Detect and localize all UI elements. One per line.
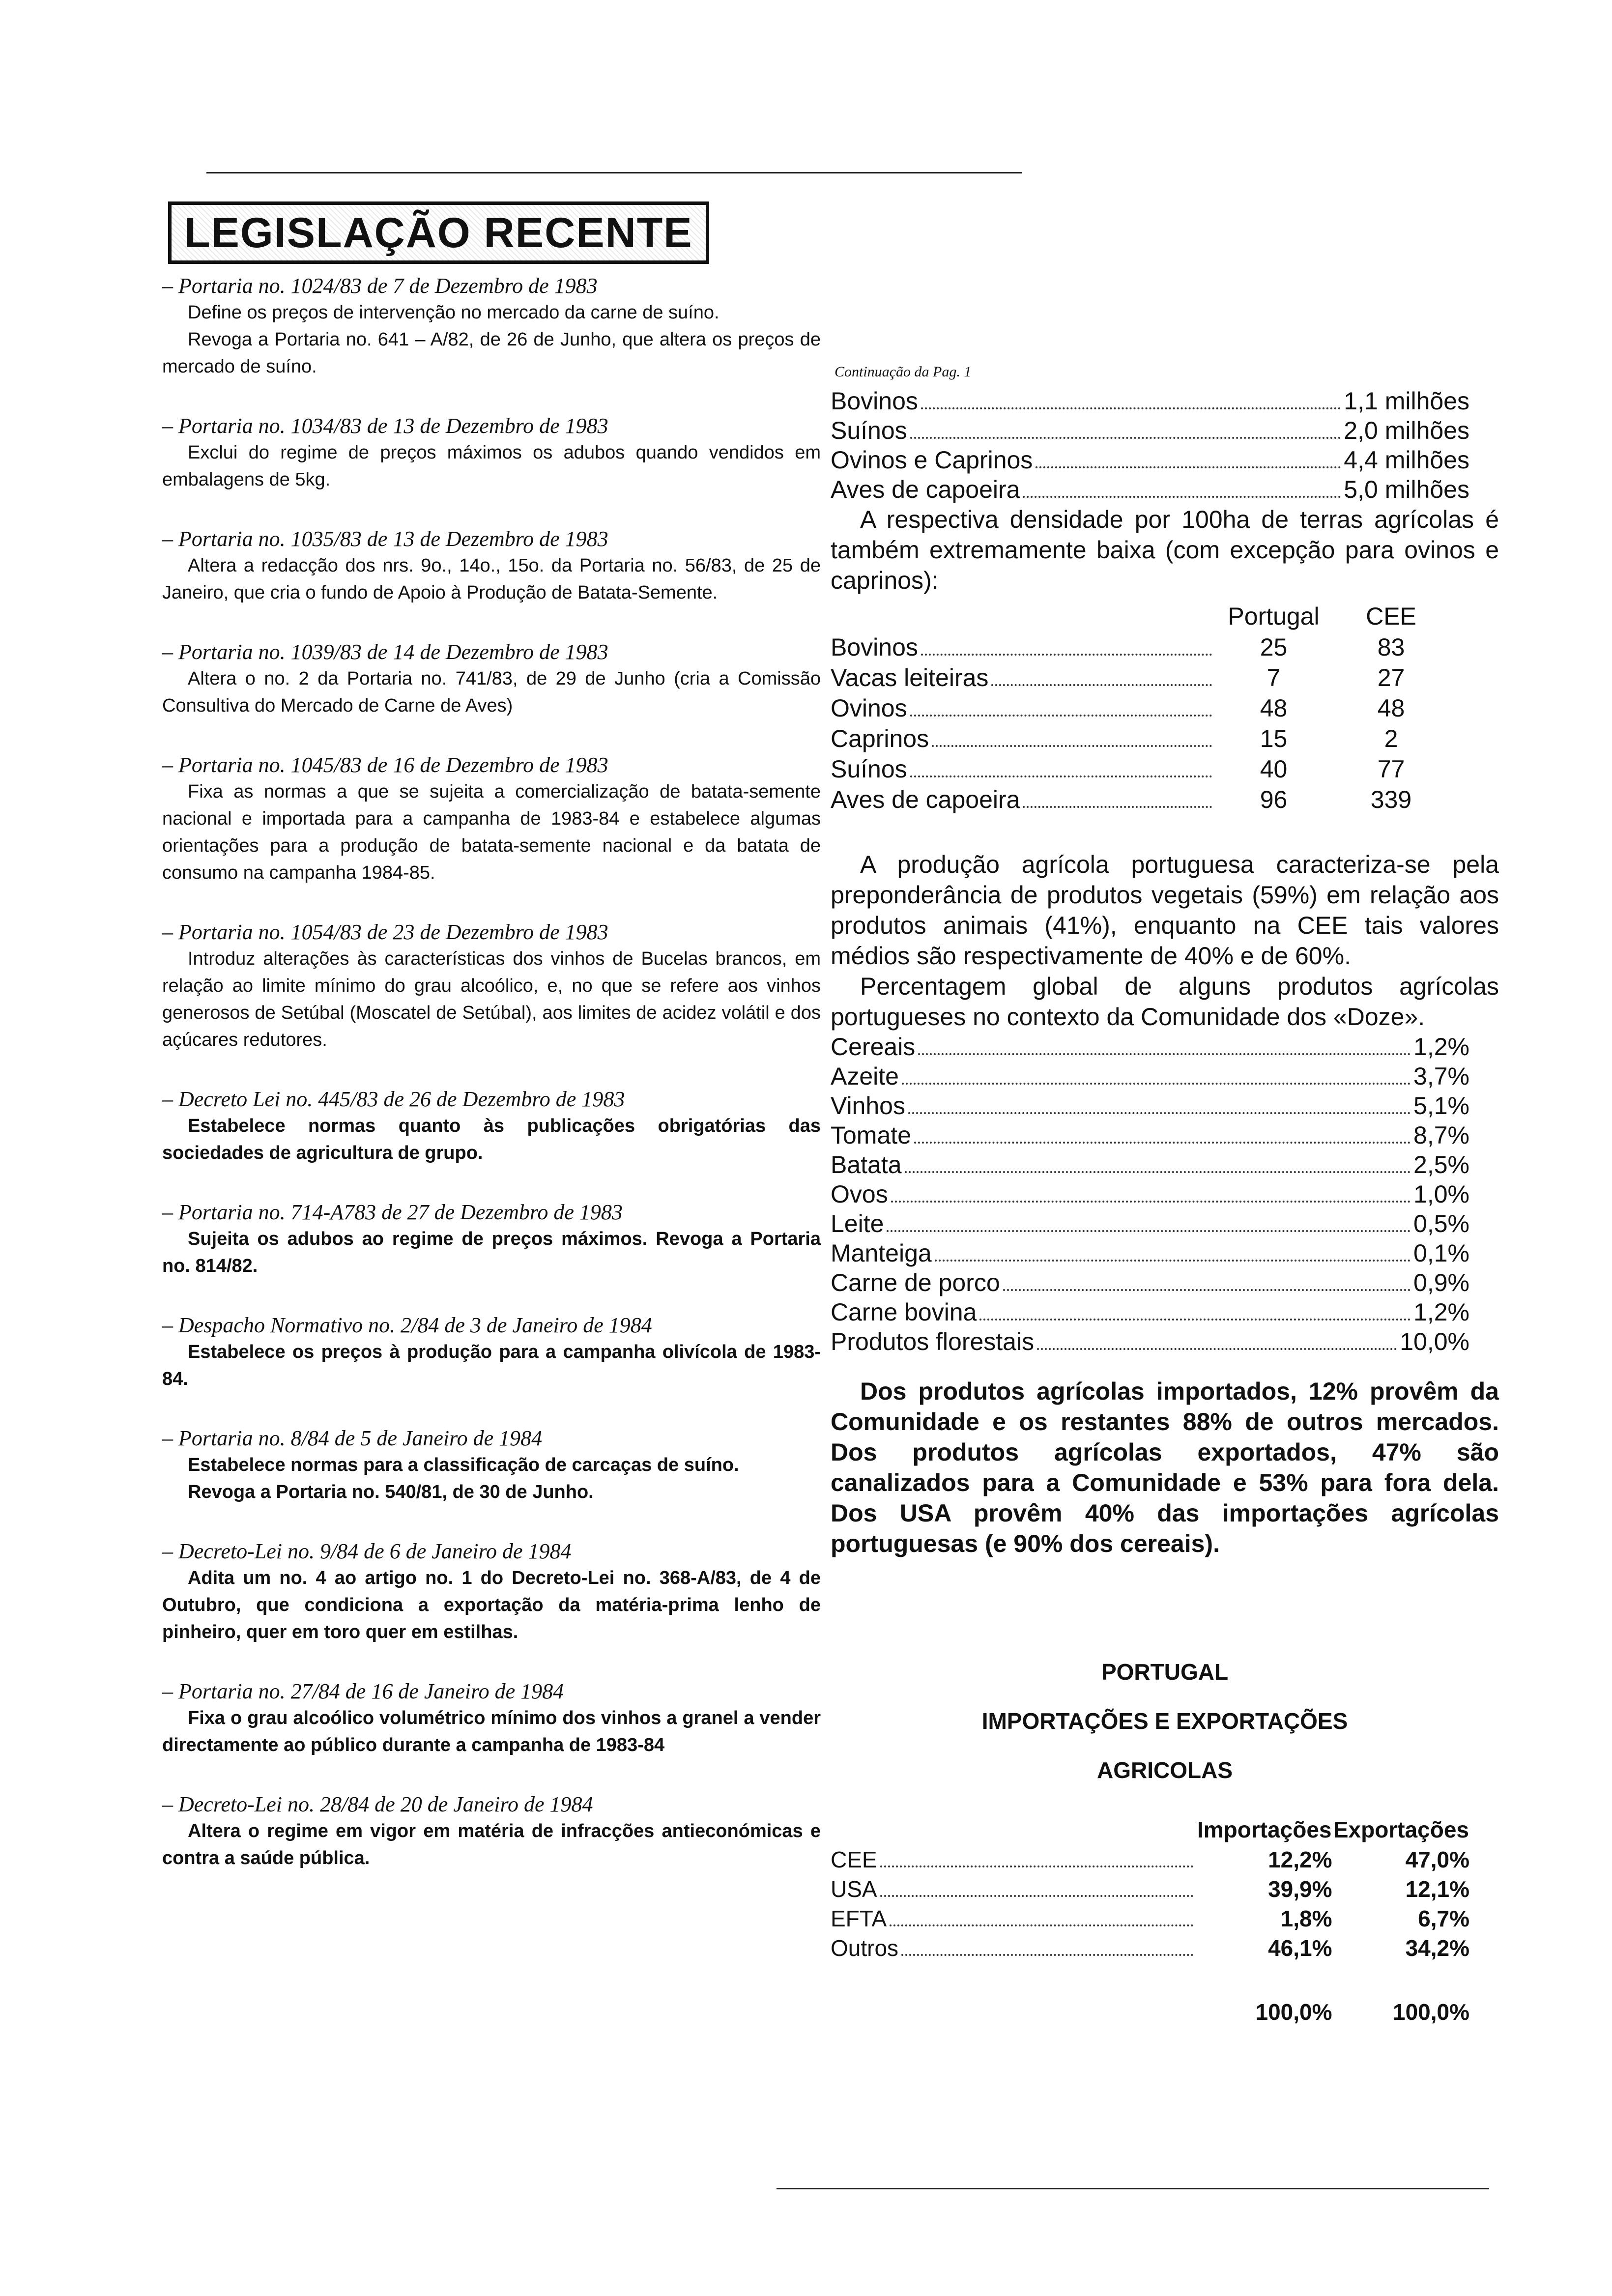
- percent-row-value: 0,1%: [1413, 1239, 1469, 1267]
- density-label-cell: [831, 693, 1215, 723]
- trade-row: [831, 1933, 1469, 1963]
- livestock-row-value: 1,1 milhões: [1344, 387, 1469, 415]
- percent-row-label: Batata: [831, 1151, 902, 1178]
- imports-paragraph: Dos produtos agrícolas importados, 12% provêm da Comunidade e os restantes 88% de outros mercados. Dos produtos agrícolas exportados, 47% são canalizados para a Comunidade e 53% para fora dela. Dos USA provêm 40% das importações agrícolas portuguesas (e 90% dos cereais).: [831, 1378, 1499, 1557]
- density-table: [831, 601, 1450, 815]
- density-label: Aves de capoeira: [831, 786, 1020, 813]
- entry-body: [162, 1705, 821, 1759]
- trade-label-wrap: [831, 1876, 1196, 1903]
- entry-title: – Decreto Lei no. 445/83 de 26 de Dezembro de 1983: [162, 1087, 625, 1111]
- percent-intro: Percentagem global de alguns produtos agrícolas portugueses no contexto da Comunidade dos «Doze».: [831, 973, 1499, 1031]
- trade-row: [831, 1874, 1469, 1904]
- dot-leader: [991, 684, 1212, 686]
- density-label-wrap: [831, 663, 1215, 692]
- entry-paragraph: Estabelece normas para a classificação de carcaças de suíno.: [188, 1455, 739, 1475]
- legislation-entry: [162, 752, 821, 887]
- dot-leader: [890, 1924, 1193, 1926]
- trade-label: EFTA: [831, 1905, 887, 1931]
- dot-leader: [932, 745, 1212, 747]
- percent-row-value: 8,7%: [1413, 1121, 1469, 1149]
- legislation-entry: [162, 526, 821, 606]
- entry-title: – Despacho Normativo no. 2/84 de 3 de Janeiro de 1984: [162, 1313, 652, 1337]
- trade-row: [831, 1845, 1469, 1874]
- density-row: [831, 693, 1450, 723]
- entry-paragraph: Revoga a Portaria no. 540/81, de 30 de Junho.: [188, 1482, 594, 1502]
- trade-total-blank: [831, 1963, 1196, 2027]
- trade-imports: 1,8%: [1280, 1906, 1332, 1931]
- percent-row: [831, 1327, 1469, 1356]
- entry-body: [162, 665, 821, 719]
- entry-body: [162, 1818, 821, 1872]
- entry-body: [162, 1565, 821, 1646]
- trade-exports: 12,1%: [1405, 1876, 1469, 1902]
- legislation-entry: [162, 639, 821, 719]
- top-rule: [206, 172, 1022, 173]
- percent-row: [831, 1062, 1469, 1091]
- trade-header-blank: [831, 1814, 1196, 1845]
- trade-label-wrap: [831, 1935, 1196, 1962]
- entry-paragraph: Adita um no. 4 ao artigo no. 1 do Decreto-Lei no. 368-A/83, de 4 de Outubro, que condiciona a exportação da matéria-prima lenho de pinheiro, quer em toro quer em estilhas.: [162, 1568, 821, 1642]
- density-label: Suínos: [831, 755, 907, 783]
- continuation-note: Continuação da Pag. 1: [835, 364, 972, 380]
- entry-title: – Portaria no. 1039/83 de 14 de Dezembro de 1983: [162, 640, 608, 664]
- production-paragraph: A produção agrícola portuguesa caracteriza-se pela preponderância de produtos vegetais (59%) em relação aos produtos animais (41%), enquanto na CEE tais valores médios são respectivamente de 40% e de 60%.: [831, 851, 1499, 970]
- density-label-wrap: [831, 755, 1215, 783]
- density-row: [831, 662, 1450, 693]
- dot-leader: [1023, 496, 1341, 498]
- trade-imports: 12,2%: [1268, 1847, 1332, 1872]
- density-cee: 27: [1377, 664, 1405, 691]
- density-label-wrap: [831, 724, 1215, 753]
- density-row: [831, 632, 1450, 662]
- entry-title: – Portaria no. 8/84 de 5 de Janeiro de 1984: [162, 1426, 543, 1450]
- trade-row: [831, 1904, 1469, 1933]
- trade-total-exports: 100,0%: [1392, 1999, 1469, 2025]
- dot-leader: [921, 407, 1341, 409]
- legislation-entry: [162, 1678, 821, 1759]
- density-label: Bovinos: [831, 633, 918, 661]
- density-label-cell: [831, 784, 1215, 815]
- trade-label-cell: [831, 1874, 1196, 1904]
- livestock-row-label: Suínos: [831, 417, 907, 444]
- density-label-wrap: [831, 785, 1215, 814]
- trade-label: Outros: [831, 1935, 899, 1961]
- density-label: Caprinos: [831, 725, 929, 752]
- livestock-row-value: 4,4 milhões: [1344, 446, 1469, 474]
- density-label-wrap: [831, 694, 1215, 722]
- livestock-row-label: Aves de capoeira: [831, 476, 1020, 503]
- dot-leader: [1036, 466, 1341, 468]
- dot-leader: [910, 715, 1212, 717]
- dot-leader: [918, 1053, 1410, 1055]
- entry-paragraph: Estabelece normas quanto às publicações obrigatórias das sociedades de agricultura de grupo.: [162, 1116, 821, 1163]
- percent-row: [831, 1120, 1469, 1150]
- density-row: [831, 723, 1450, 754]
- percent-row-value: 0,9%: [1413, 1269, 1469, 1296]
- legislation-entries: [162, 273, 821, 1872]
- trade-exports: 47,0%: [1405, 1847, 1469, 1872]
- legislation-entry: [162, 1086, 821, 1167]
- entry-title: – Portaria no. 27/84 de 16 de Janeiro de 1984: [162, 1679, 564, 1703]
- density-cee: 339: [1370, 786, 1412, 813]
- trade-label: USA: [831, 1876, 877, 1902]
- entry-title: – Portaria no. 1024/83 de 7 de Dezembro de 1983: [162, 274, 598, 298]
- legislation-entry: [162, 1791, 821, 1872]
- density-label: Ovinos: [831, 694, 907, 722]
- dot-leader: [979, 1319, 1410, 1320]
- trade-title-2: IMPORTAÇÕES E EXPORTAÇÕES: [981, 1708, 1348, 1734]
- dot-leader: [1023, 806, 1212, 808]
- entry-title: – Portaria no. 1034/83 de 13 de Dezembro de 1983: [162, 414, 608, 438]
- trade-table: [831, 1814, 1469, 2027]
- percent-row-label: Manteiga: [831, 1239, 932, 1267]
- legislation-entry: [162, 1199, 821, 1280]
- trade-imports: 46,1%: [1268, 1935, 1332, 1961]
- density-row: [831, 754, 1450, 784]
- percent-row-value: 5,1%: [1413, 1092, 1469, 1119]
- density-cee: 48: [1377, 694, 1405, 722]
- density-cee: 2: [1384, 725, 1398, 752]
- trade-label-cell: [831, 1904, 1196, 1933]
- density-portugal: 48: [1260, 694, 1288, 722]
- density-header-cee: CEE: [1366, 603, 1416, 630]
- density-portugal: 7: [1267, 664, 1281, 691]
- percent-row: [831, 1150, 1469, 1179]
- percent-row: [831, 1179, 1469, 1209]
- entry-body: [162, 778, 821, 887]
- entry-paragraph: Altera a redacção dos nrs. 9o., 14o., 15o. da Portaria no. 56/83, de 25 de Janeiro, que cria o fundo de Apoio à Produção de Batata-Semente.: [162, 555, 821, 603]
- density-header-portugal: Portugal: [1228, 603, 1320, 630]
- trade-label-wrap: [831, 1905, 1196, 1932]
- dot-leader: [880, 1895, 1193, 1897]
- trade-exports: 6,7%: [1418, 1906, 1469, 1931]
- masthead: LEGISLAÇÃO RECENTE: [168, 201, 709, 264]
- trade-header-exports: Exportações: [1333, 1817, 1469, 1842]
- legislation-entry: [162, 919, 821, 1054]
- density-portugal: 25: [1260, 633, 1288, 661]
- legislation-entry: [162, 413, 821, 493]
- density-header-blank: [831, 601, 1215, 632]
- dot-leader: [902, 1083, 1410, 1085]
- percent-row-label: Carne de porco: [831, 1269, 1000, 1296]
- density-cee: 83: [1377, 633, 1405, 661]
- trade-label-cell: [831, 1933, 1196, 1963]
- dot-leader: [891, 1201, 1410, 1203]
- percent-row-value: 3,7%: [1413, 1062, 1469, 1090]
- density-cee: 77: [1377, 755, 1405, 783]
- trade-label-cell: [831, 1845, 1196, 1874]
- entry-paragraph: Sujeita os adubos ao regime de preços máximos. Revoga a Portaria no. 814/82.: [162, 1229, 821, 1276]
- livestock-row: [831, 386, 1469, 416]
- density-portugal: 40: [1260, 755, 1288, 783]
- percent-row-value: 0,5%: [1413, 1210, 1469, 1237]
- livestock-row-label: Ovinos e Caprinos: [831, 446, 1033, 474]
- entry-paragraph: Introduz alterações às características dos vinhos de Bucelas brancos, em relação ao limite mínimo do grau alcoólico, e, no que se refere aos vinhos generosos de Setúbal (Moscatel de Setúbal), aos limites de acidez volátil e dos açúcares redutores.: [162, 948, 821, 1050]
- percent-row-value: 10,0%: [1400, 1328, 1469, 1355]
- density-label-cell: [831, 723, 1215, 754]
- legislation-entry: [162, 1538, 821, 1646]
- percent-row: [831, 1032, 1469, 1062]
- percent-row-value: 1,0%: [1413, 1180, 1469, 1208]
- dot-leader: [1037, 1348, 1397, 1350]
- entry-body: [162, 946, 821, 1054]
- percent-row-value: 1,2%: [1413, 1298, 1469, 1326]
- density-portugal: 15: [1260, 725, 1288, 752]
- percent-row: [831, 1091, 1469, 1120]
- dot-leader: [914, 1142, 1410, 1144]
- dot-leader: [935, 1260, 1410, 1262]
- entry-title: – Portaria no. 1054/83 de 23 de Dezembro de 1983: [162, 920, 608, 944]
- entry-body: [162, 299, 821, 380]
- entry-title: – Decreto-Lei no. 9/84 de 6 de Janeiro de 1984: [162, 1539, 572, 1563]
- entry-paragraph: Fixa as normas a que se sujeita a comercialização de batata-semente nacional e importada para a campanha de 1983-84 e estabelece algumas orientações para a produção de batata-semente nacional e da batata de consumo na campanha 1984-85.: [162, 781, 821, 883]
- percent-row-label: Vinhos: [831, 1092, 905, 1119]
- percent-row-label: Cereais: [831, 1033, 916, 1061]
- percent-row: [831, 1268, 1469, 1297]
- density-portugal: 96: [1260, 786, 1288, 813]
- livestock-list: [831, 386, 1469, 504]
- density-label-cell: [831, 632, 1215, 662]
- dot-leader: [887, 1230, 1410, 1232]
- dot-leader: [921, 654, 1212, 656]
- dot-leader: [905, 1171, 1410, 1173]
- dot-leader: [908, 1112, 1410, 1114]
- entry-paragraph: Altera o no. 2 da Portaria no. 741/83, de 29 de Junho (cria a Comissão Consultiva do Mercado de Carne de Aves): [162, 668, 821, 716]
- density-label-cell: [831, 754, 1215, 784]
- density-label: Vacas leiteiras: [831, 664, 989, 691]
- entry-body: [162, 1226, 821, 1280]
- density-row: [831, 784, 1450, 815]
- dot-leader: [910, 775, 1212, 777]
- percent-row-label: Ovos: [831, 1180, 888, 1208]
- entry-body: [162, 1339, 821, 1393]
- livestock-row-label: Bovinos: [831, 387, 918, 415]
- entry-title: – Portaria no. 1035/83 de 13 de Dezembro de 1983: [162, 527, 608, 551]
- livestock-row: [831, 416, 1469, 445]
- statistics-column: [831, 364, 1499, 2027]
- percent-row-label: Produtos florestais: [831, 1328, 1035, 1355]
- legislation-entry: [162, 1312, 821, 1393]
- bottom-rule: [777, 2188, 1489, 2189]
- livestock-row: [831, 475, 1469, 504]
- percent-row-label: Azeite: [831, 1062, 899, 1090]
- percent-row-label: Leite: [831, 1210, 884, 1237]
- entry-title: – Decreto-Lei no. 28/84 de 20 de Janeiro de 1984: [162, 1792, 593, 1816]
- trade-header-imports: Importações: [1197, 1817, 1332, 1842]
- dot-leader: [901, 1954, 1193, 1956]
- percent-row-value: 2,5%: [1413, 1151, 1469, 1178]
- legislation-entry: [162, 1425, 821, 1506]
- entry-paragraph: Altera o regime em vigor em matéria de infracções antieconómicas e contra a saúde pública.: [162, 1821, 821, 1868]
- percent-row: [831, 1297, 1469, 1327]
- entry-paragraph: Exclui do regime de preços máximos os adubos quando vendidos em embalagens de 5kg.: [162, 442, 821, 490]
- entry-body: [162, 1452, 821, 1506]
- entry-body: [162, 439, 821, 493]
- percent-row-value: 1,2%: [1413, 1033, 1469, 1061]
- trade-title-1: PORTUGAL: [1101, 1659, 1229, 1685]
- dot-leader: [1003, 1289, 1410, 1291]
- percent-row-label: Tomate: [831, 1121, 911, 1149]
- legislation-column: [162, 201, 821, 1904]
- entry-title: – Portaria no. 1045/83 de 16 de Dezembro de 1983: [162, 753, 608, 777]
- percent-row: [831, 1209, 1469, 1238]
- dot-leader: [910, 437, 1341, 439]
- entry-body: [162, 1113, 821, 1167]
- percent-list: [831, 1032, 1469, 1356]
- entry-title: – Portaria no. 714-A783 de 27 de Dezembro de 1983: [162, 1200, 623, 1224]
- density-label-wrap: [831, 633, 1215, 661]
- livestock-row-value: 5,0 milhões: [1344, 476, 1469, 503]
- entry-paragraph: Estabelece os preços à produção para a campanha olivícola de 1983-84.: [162, 1342, 821, 1389]
- percent-row-label: Carne bovina: [831, 1298, 977, 1326]
- trade-label-wrap: [831, 1846, 1196, 1873]
- livestock-row: [831, 445, 1469, 475]
- trade-total-imports: 100,0%: [1255, 1999, 1332, 2025]
- entry-body: [162, 552, 821, 606]
- trade-exports: 34,2%: [1405, 1935, 1469, 1961]
- trade-imports: 39,9%: [1268, 1876, 1332, 1902]
- livestock-row-value: 2,0 milhões: [1344, 417, 1469, 444]
- trade-label: CEE: [831, 1846, 877, 1872]
- density-label-cell: [831, 662, 1215, 693]
- density-intro: A respectiva densidade por 100ha de terras agrícolas é também extremamente baixa (com excepção para ovinos e caprinos):: [831, 506, 1499, 594]
- entry-paragraph: Define os preços de intervenção no mercado da carne de suíno.: [188, 302, 720, 323]
- legislation-entry: [162, 273, 821, 380]
- dot-leader: [880, 1866, 1193, 1867]
- entry-paragraph: Revoga a Portaria no. 641 – A/82, de 26 de Junho, que altera os preços de mercado de suíno.: [162, 329, 821, 377]
- percent-row: [831, 1238, 1469, 1268]
- trade-title-3: AGRICOLAS: [1097, 1757, 1233, 1783]
- entry-paragraph: Fixa o grau alcoólico volumétrico mínimo dos vinhos a granel a vender directamente ao público durante a campanha de 1983-84: [162, 1708, 821, 1755]
- trade-total-row: [831, 1963, 1469, 2027]
